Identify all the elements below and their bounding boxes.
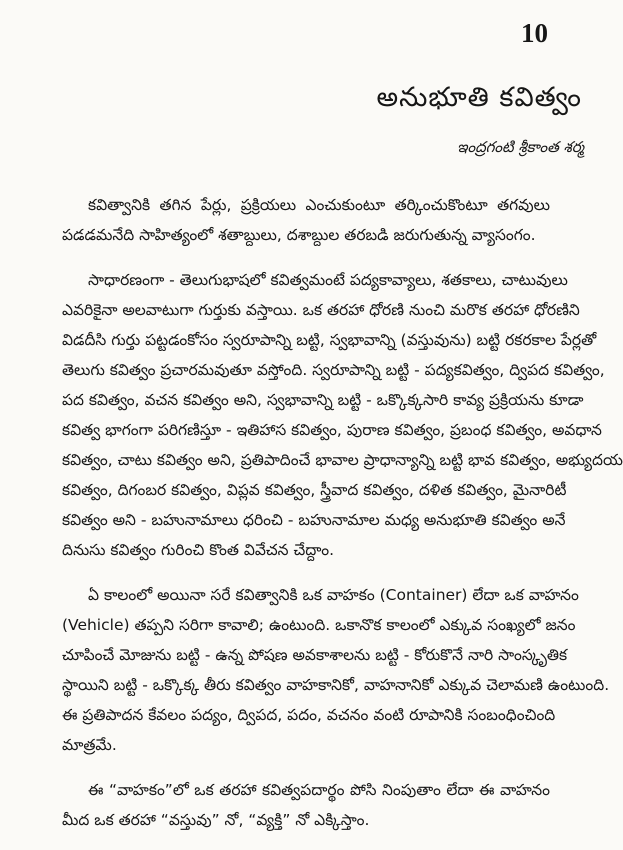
text-line: కవిత్వం అని - బహునామాలు ధరించి - బహునామాల మధ్య అనుభూతి కవిత్వం అనే [62, 511, 566, 529]
body-text [62, 190, 623, 850]
text-line: స్థాయిని బట్టి - ఒక్కొక్క తీరు కవిత్వం వాహకానికో, వాహనానికో ఎక్కువ చెలామణి ఉంటుంది. [62, 676, 610, 694]
text-line: ఎవరికైనా అలవాటుగా గుర్తుకు వస్తాయి. ఒక తరహా ధోరణి నుంచి మరొక తరహా ధోరణిని [62, 301, 580, 319]
text-line: ఏ కాలంలో అయినా సరే కవిత్వానికి ఒక వాహకం (Container) లేదా ఒక వాహనం [88, 586, 579, 604]
text-line: కవిత్వానికి తగిన పేర్లు, ప్రక్రియలు ఎంచుకుంటూ తర్కించుకొంటూ తగవులు [88, 196, 550, 214]
text-line: కవిత్వం, దిగంబర కవిత్వం, విప్లవ కవిత్వం, స్త్రీవాద కవిత్వం, దళిత కవిత్వం, మైనారిటీ [62, 481, 567, 499]
text-line: (Vehicle) తప్పని సరిగా కావాలి; ఉంటుంది. ఒకానొక కాలంలో ఎక్కువ సంఖ్యలో జనం [62, 616, 576, 634]
text-line: పడడమనేది సాహిత్యంలో శతాబ్దులు, దశాబ్దుల తరబడి జరుగుతున్న వ్యాసంగం. [62, 226, 536, 244]
text-line: ఈ “వాహకం”లో ఒక తరహా కవిత్వపదార్థం పోసి నింపుతాం లేదా ఈ వాహనం [88, 781, 550, 799]
chapter-title: అనుభూతి కవిత్వం [376, 82, 582, 113]
paragraph [62, 580, 610, 760]
paragraph [62, 190, 550, 250]
text-line: సాధారణంగా - తెలుగుభాషలో కవిత్వమంటే పద్యకావ్యాలు, శతకాలు, చాటువులు [88, 271, 568, 289]
paragraph [62, 775, 550, 835]
author-name: ఇంద్రగంటి శ్రీకాంత శర్మ [457, 138, 584, 156]
page-number: 10 [521, 18, 548, 48]
text-line: మాత్రమే. [62, 736, 117, 754]
paragraph [62, 265, 623, 565]
text-line: పద కవిత్వం, వచన కవిత్వం అని, స్వభావాన్ని బట్టి - ఒక్కొక్కసారి కావ్య ప్రక్రియను కూడా [62, 391, 584, 409]
text-line: కవిత్వం, చాటు కవిత్వం అని, ప్రతిపాదించే భావాల ప్రాధాన్యాన్ని బట్టి భావ కవిత్వం, అభ్యుదయ [62, 451, 623, 469]
text-line: మీద ఒక తరహా “వస్తువు” నో, “వ్యక్తి” నో ఎక్కిస్తాం. [62, 811, 370, 829]
text-line: చూపించే మోజును బట్టి - ఉన్న పోషణ అవకాశాలను బట్టి - కోరుకొనే నారి సాంస్కృతిక [62, 646, 568, 664]
text-line: విడదీసి గుర్తు పట్టడంకోసం స్వరూపాన్ని బట్టి, స్వభావాన్ని (వస్తువును) బట్టి రకరకాల పేర్లతో [62, 331, 597, 349]
text-line: తెలుగు కవిత్వం ప్రచారమవుతూ వస్తోంది. స్వరూపాన్ని బట్టి - పద్యకవిత్వం, ద్విపద కవిత్వం, [62, 361, 605, 379]
text-line: కవిత్వ భాగంగా పరిగణిస్తూ - ఇతిహాస కవిత్వం, పురాణ కవిత్వం, ప్రబంధ కవిత్వం, అవధాన [62, 421, 602, 439]
text-line: ఈ ప్రతిపాదన కేవలం పద్యం, ద్విపద, పదం, వచనం వంటి రూపానికి సంబంధించింది [62, 706, 556, 724]
text-line: దినుసు కవిత్వం గురించి కొంత వివేచన చేద్దాం. [62, 541, 334, 559]
